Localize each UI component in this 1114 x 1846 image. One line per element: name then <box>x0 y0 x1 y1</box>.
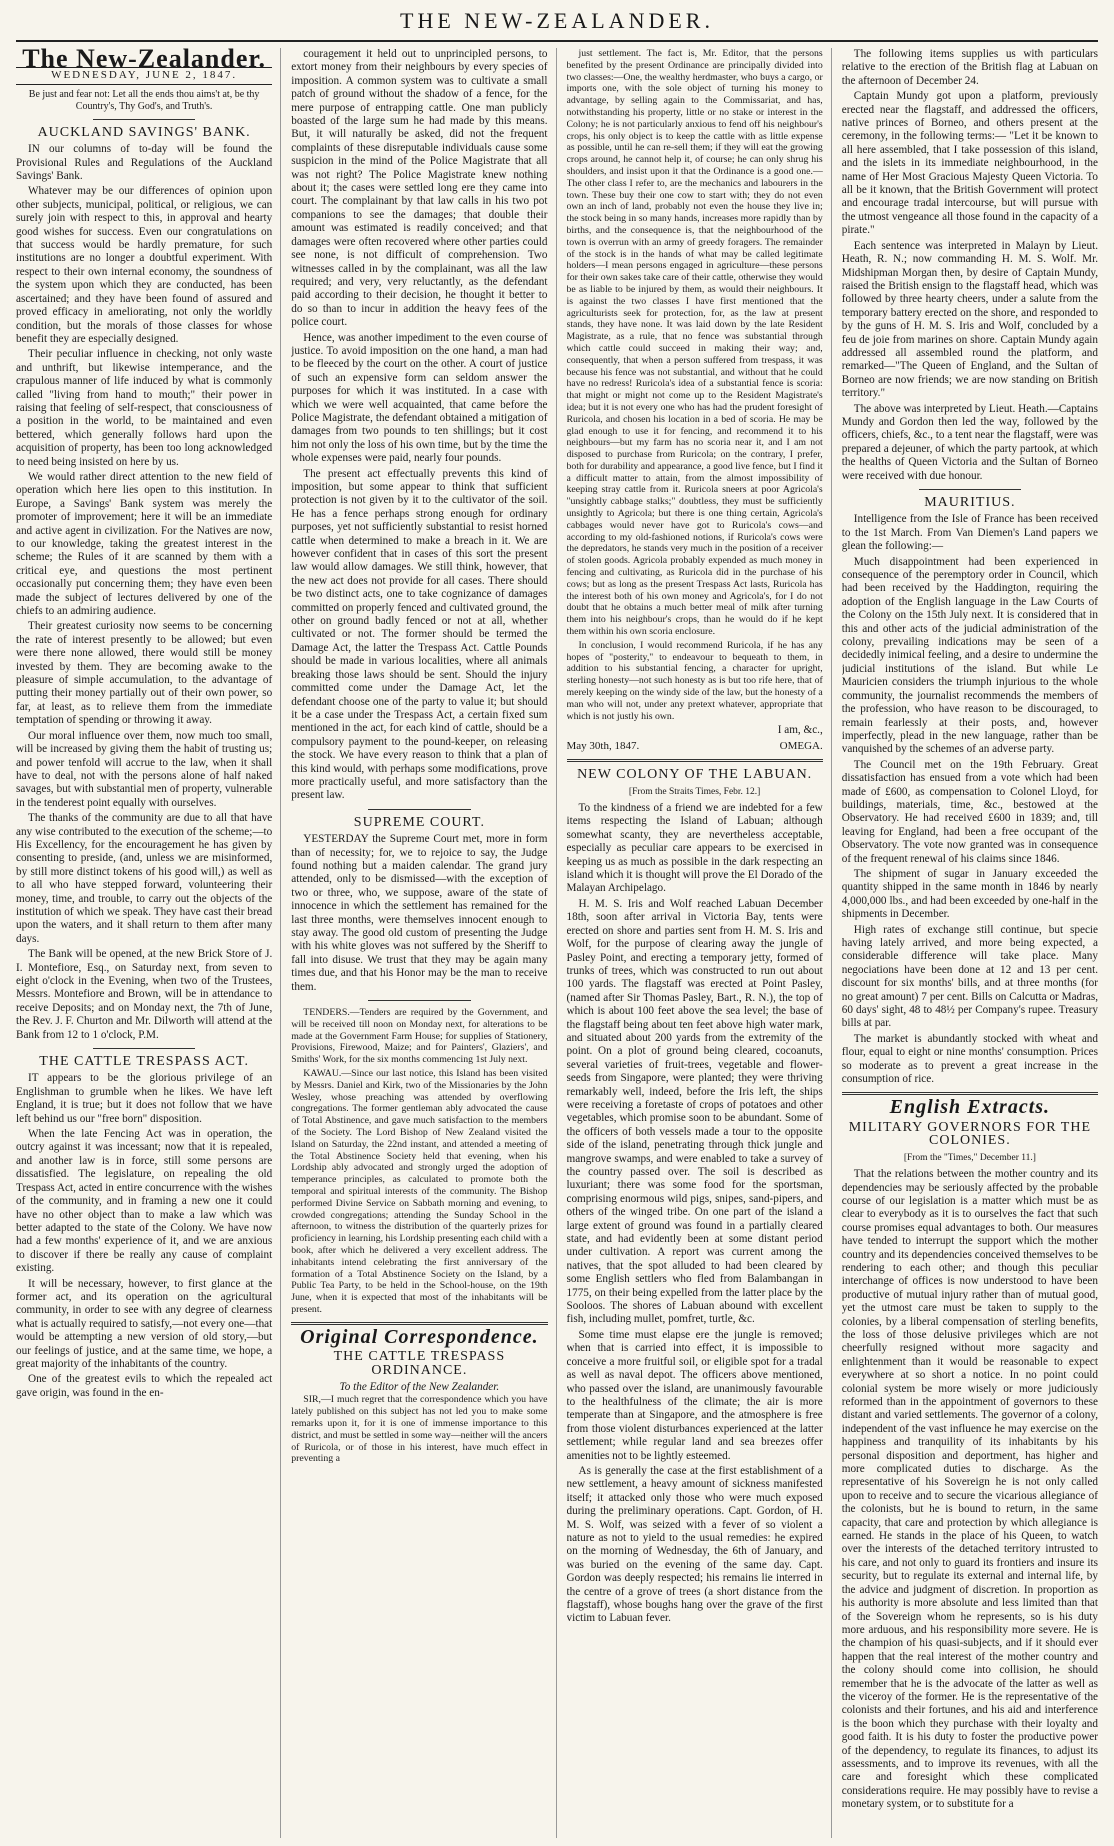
paragraph: One of the greatest evils to which the repealed act gave origin, was found in the en- <box>16 1373 273 1399</box>
paragraph: couragement it held out to unprincipled persons, to extort money from their neighbours by every species of imposition. A common system was to cultivate a small patch of ground without the shadow of a fence, for the mere purpose of entrapping cattle. One man publicly boasted of the large sum he had made by this means. But, it will naturally be asked, did not the frequent complaints of these disreputable individuals cause some suspicion in the mind of the Police Magistrate that all was not right? The Police Magistrate knew nothing about it; the cases were settled long ere they came into court. The complainant by that law calls in his two pot companions to see the damages; that double their amount was estimated is readily conceived; and that damages were often recovered where other parties could see none, is not difficult of comprehension. Two witnesses called in by the complainant, was all the law required; and very, very reluctantly, as the defendant paid according to their decision, he thought it better to do so than to incur in addition the heavy fees of the police court. <box>291 48 548 329</box>
divider <box>368 809 471 810</box>
paragraph: The Bank will be opened, at the new Brick Store of J. I. Montefiore, Esq., on Saturday next, from seven to eight o'clock in the Evening, when two of the Trustees, Messrs. Montefiore and Brown, will be in attendance to receive Deposits; and on Monday next, the 7th of June, the Rev. J. F. Churton and Mr. Dilworth will attend at the Bank from 12 to 1 o'clock, P.M. <box>16 948 273 1041</box>
paragraph: Hence, was another impediment to the even course of justice. To avoid imposition on the one hand, a man had to be fleeced by the court on the other. A court of justice of such an expensive form can seldom answer the purposes for which it was instituted. In a case with which we were well acquainted, that came before the Police Magistrate, the defendant obtained a mitigation of damages from two pounds to ten shillings; but it cost him not only the loss of his own time, but by the time the whole expenses were paid, nearly four pounds. <box>291 331 548 465</box>
paragraph: just settlement. The fact is, Mr. Editor, that the persons benefited by the present Ordinance are principally divided into two classes:—One, the wealthy herdmaster, who buys a cargo, or imports one, with the sole object of turning his money to advantage, by selling again to the Commissariat, and has, notwithstanding his property, little or no stake or interest in the Colony; he is not particularly anxious to fend off his neighbour's crops, his only object is to keep the cattle with as little expense as possible, until he can re-sell them; if they will eat the growing crops around, he cannot help it, of course; he can only shrug his shoulders, and insist upon it that the Ordinance is a good one.—The other class I refer to, are the mechanics and labourers in the town. These buy their one cow to start with; they do not even own an inch of land, probably not even the house they live in; the stock being in so many hands, increases more rapidly than by births, and the consequence is, that the neighbourhood of the town is overrun with an army of greedy foragers. The remainder of the stock is in the hands of what may be called legitimate holders—I mean persons engaged in agriculture—these persons for their own sakes take care of their cattle, otherwise they would be as liable to be injured by them, as would their neighbours. It is against the two classes I have first mentioned that the agriculturists seek for protection, for, as the law at present stands, they have none. It was laid down by the late Resident Magistrate, as a rule, that no fence was substantial through which cattle could succeed in making their way; and, consequently, that when a person suffered from trespass, it was because his fence was not substantial, and without that he could have no redress! Ruricola's idea of a substantial fence is scoria: that might or might not come up to the Resident Magistrate's idea; but it is not every one who has had the prudent foresight of Ruricola, and chosen his location in a bed of scoria. He may be glad enough to use it for fencing, and recommend it to his neighbours—but my farm has no scoria near it, and I am not disposed to purchase from Ruricola; on the contrary, I prefer, both for durability and appearance, a good live fence, but I find it a difficult matter to attain, from the almost impossibility of keeping stray cattle from it. Ruricola sneers at poor Agricola's "unsightly cabbage stalks;" doubtless, they must be sufficiently unsightly to Agricola; but there is one thing certain, Agricola's cabbages would never have got to Ruricola's cows—and according to my old-fashioned notions, if Ruricola's cows were the depredators, he stands very much in the position of a receiver of stolen goods. Agricola probably expended as much money in fencing and cultivating, as Ruricola did in the purchase of his cows; but as long as the present Trespass Act lasts, Ruricola has the interest both of his own money and Agricola's, for I do not doubt that he obtains a much better meal of milk after turning them into his neighbour's crops, than he would do if he kept them within his own scoria enclosure. <box>566 48 823 638</box>
paragraph: SIR,—I much regret that the correspondence which you have lately published on this subject has not led you to make some remarks upon it, for it is one of immense importance to this district, and must be settled in some way—neither will the ancers of Ruricola, or of those in his interest, have much effect in preventing a <box>291 1394 548 1465</box>
paragraph: High rates of exchange still continue, but specie having lately arrived, and more being expected, a considerable difference will take place. Many negociations have been done at 12 and 13 per cent. discount for six months' bills, and at three months (for no great amount) 7 per cent. Bills on Calcutta or Madras, 60 days' sight, 48 to 48½ per Company's rupee. Treasury bills at par. <box>841 923 1098 1030</box>
column-2 <box>291 48 556 1838</box>
divider <box>291 1322 547 1325</box>
paragraph: Much disappointment had been experienced in consequence of the peremptory order in Council, which had been received by the Haddington, requiring the adoption of the English language in the Law Courts of the Colony on the 15th July next. It is considered that in this and other acts of the judicial administration of the colony, prevailing indications may be seen of a decidedly inimical feeling, and a desire to undermine the judicial institutions of the island. But while Le Mauricien considers the triumph injurious to the whole community, the journalist recommends the members of the profession, who have reason to be discouraged, to remain fearlessly at their posts, and, however imperfectly, plead in the new language, rather than be vanquished by the schemes of an adverse party. <box>841 555 1098 756</box>
signature-name: OMEGA. <box>779 739 823 752</box>
divider <box>567 759 823 762</box>
paragraph: The following items supplies us with particulars relative to the erection of the British flag at Labuan on the afternoon of December 24. <box>841 48 1098 87</box>
divider <box>93 119 196 120</box>
paragraph: It will be necessary, however, to first glance at the former act, and its operation on the agricultural community, in order to see with any degree of clearness what is actually required to satisfy,—not every one—that would be attempting a new version of old story,—but our feelings of justice, and at the same time, we hope, a great majority of the inhabitants of the country. <box>16 1277 273 1370</box>
paragraph: H. M. S. Iris and Wolf reached Labuan December 18th, soon after arrival in Victoria Bay, tents were erected on shore and parties sent from H. M. S. Iris and Wolf, for the purpose of clearing away the jungle of Pasley Point, and erecting a temporary jetty, formed of trunks of trees, which was constructed to run out about 100 yards. The flagstaff was erected at Point Pasley, (named after Sir Thomas Pasley, Bart., R. N.), the top of which is about 100 feet above the sea level; the base of the flagstaff being about ten feet above high water mark, and situated about 200 yards from the extremity of the point. On a plot of ground being cleared, cocoanuts, several varieties of fruit-trees, vegetable and flower-seeds from Singapore, were planted; they were thriving remarkably well, indeed, before the Iris left, the ships were receiving a foretaste of crops of potatoes and other vegetables, which promise soon to be abundant. Some of the officers of both vessels made a tour to the opposite side of the island, penetrating through thick jungle and mangrove swamps, and were enabled to take a survey of the country passed over. The soil is described as luxuriant; there was some food for the sportsman, comprising enormous wild pigs, snipes, sand-pipers, and others of the winged tribe. On one part of the island a large extent of ground was found in a partially cleared state, and had evidently been at some distant period under cultivation. A report was current among the natives, that the spot alluded to had been cleared by some English settlers who fled from Balambangan in 1775, on their being expelled from the latter place by the Sooloos. The shores of Labuan abound with excellent fish, including mullet, pomfret, turtle, &c. <box>566 897 823 1326</box>
paragraph: That the relations between the mother country and its dependencies may be seriously affected by the probable course of our legislation is a matter which must be as clear to everybody as it is to ourselves the fact that such course promises equal advantages to both. Our measures have tended to interrupt the support which the mother country and its dependencies conceived themselves to be rendering to each other; and though this peculiar interchange of offices is now understood to have been productive of mutual injury rather than of mutual good, yet the utmost care must be taken to supply to the colonies, by a liberal compensation of sterling benefits, the loss of those delusive privileges which are not cheerfully resigned without more sagacity and enlightenment than it would be reasonable to expect everywhere at so short a notice. In no point could colonial system be more wisely or more judiciously reformed than in the appointment of governors to these distant and varied settlements. The governor of a colony, independent of the vast influence he may exercise on the happiness and tranquility of its inhabitants by his personal disposition and deportment, has higher and more complicated duties to discharge. As the representative of his Sovereign he is not only called upon to receive and to secure the vicarious allegiance of the colonists, but he is bound to return, in the same capacity, that care and protection by which allegiance is earned. He stands in the place of his Queen, to watch over the interests of the detached territory intrusted to his care, and not only to guard its frontiers and insure its security, but to regulate its external and internal life, by the advice and judgment of discretion. In proportion as his authority is more absolute and less limited than that of the Sovereign whom he represents, so is his duty more arduous, and his responsibility more severe. He is the champion of his quasi-subjects, and if it should ever happen that the real interest of the mother country and the colony should come into collision, he should remember that he is the advocate of the latter as well as the viceroy of the former. He is the representative of the colonists and their fortunes, and his aid and interference is the boon which they purchase with their loyalty and good faith. It is his duty to foster the productive power of the dependency, to regulate its finances, to adjust its assessments, and to improve its revenues, with all the care and foresight which these complicated considerations require. He may possibly have to revise a monetary system, or to substitute for a <box>841 1168 1098 1811</box>
english-extracts-heading: English Extracts. <box>889 1096 1051 1119</box>
paragraph: YESTERDAY the Supreme Court met, more in form than of necessity; for, we to rejoice to say, the Judge found nothing but a maiden calendar. The grand jury attended, only to be dismissed—with the exception of two or three, who, we suppose, aware of the state of innocence in which the settlement has remained for the last three months, were themselves innocent enough to stay away. The good old custom of presenting the Judge with his white gloves was not suffered by the Sheriff to fall into disuse. We trust that they may be again many times due, and that his Honor may be the man to receive them. <box>291 833 548 993</box>
military-governors-heading: MILITARY GOVERNORS FOR THE COLONIES. <box>848 1119 1092 1149</box>
signature-line <box>567 740 823 753</box>
columns <box>16 48 1098 1838</box>
labuan-heading: NEW COLONY OF THE LABUAN. <box>577 767 813 783</box>
paragraph: As is generally the case at the first establishment of a new settlement, a heavy amount of sickness manifested itself; it attacked only those who were much exposed during the preliminary operations. Capt. Gordon, of H. M. S. Wolf, was seized with a fever of so violent a nature as not to yield to the usual remedies: he expired on the morning of Wednesday, the 6th of January, and was buried on the evening of the same day. Capt. Gordon was deeply respected; his remains lie interred in the centre of a grove of trees (a short distance from the flagstaff), whose boughs hang over the grave of the first victim to Labuan fever. <box>566 1464 823 1625</box>
paragraph: IN our columns of to-day will be found the Provisional Rules and Regulations of the Auckland Savings' Bank. <box>16 143 273 183</box>
paragraph: Whatever may be our differences of opinion upon other subjects, municipal, political, or religious, we can surely join with respect to this, in approval and hearty good wishes for success. Even our congratulations on that success would be hardly premature, for such institutions are no longer a doubtful experiment. With respect to their own internal economy, the soundness of the system upon which they are conducted, has been ascertained; and they have been found of assured and proved efficacy in ameliorating, not only the worldly condition, but the morals of those classes for whose benefit they are especially designed. <box>16 185 273 345</box>
column-3 <box>567 48 832 1838</box>
masthead: The New-Zealander. <box>22 48 267 73</box>
tenders-notice: TENDERS.—Tenders are required by the Government, and will be received till noon on Monday next, for alterations to be made at the Government Farm House; for supplies of Stationery, Provisions, Firewood, Maize; and for Painters', Glaziers', and Smiths' Work, for the six months commencing 1st July next. <box>291 1007 548 1066</box>
paragraph: IT appears to be the glorious privilege of an Englishman to grumble when he likes. We have left England, it is true; but it does not follow that we have left behind us our "free born" disposition. <box>16 1072 273 1125</box>
correspondence-heading: Original Correspondence. <box>300 1325 539 1348</box>
labuan-source: [From the Straits Times, Febr. 12.] <box>628 786 761 797</box>
paragraph: The above was interpreted by Lieut. Heath.—Captains Mundy and Gordon then led the way, followed by the officers, chiefs, &c., to a tent near the flagstaff, were was prepared a dejeuner, of which the party partook, at which the healths of Queen Victoria and the Sultan of Borneo were received with due honour. <box>841 402 1098 482</box>
editor-address: To the Editor of the New Zealander. <box>339 1380 500 1393</box>
paragraph: Their peculiar influence in checking, not only waste and unthrift, but likewise intemperance, and the crapulous manner of life induced by what is commonly called "living from hand to mouth;" their power in raising that feeling of self-respect, that consciousness of a position in the world, to be maintained and even bettered, which generally follows hard upon the acquisition of property, has been too long acknowledged to need being insisted on here by us. <box>16 348 273 468</box>
paragraph: Some time must elapse ere the jungle is removed; when that is carried into effect, it is impossible to conceive a more fruitful soil, or eligible spot for a tradal as well as naval depot. The officers above mentioned, who passed over the island, are unanimously favourable to the healthfulness of the climate; the air is more temperate than at Singapore, and the atmosphere is free from those violent disturbances experienced at the latter settlement; while regular land and sea breezes offer amenities not to be lightly esteemed. <box>566 1328 823 1462</box>
divider <box>93 1048 196 1049</box>
motto: Be just and fear not: Let all the ends thou aims't at, be thy Country's, Thy God's, and Truth's. <box>28 88 260 112</box>
kawau-notice: KAWAU.—Since our last notice, this Island has been visited by Messrs. Daniel and Kirk, two of the Missionaries by the John Wesley, whose preaching was attended by overflowing congregations. The former gentleman ably advocated the cause of Total Abstinence, and gave much satisfaction to the members of the Society. The Lord Bishop of New Zealand visited the Island on Saturday, the 22nd instant, and attended a meeting of the Total Abstinence Society held that evening, when his Lordship ably advocated and strongly urged the adoption of temperance principles, as calculated to promote both the temporal and spiritual interests of the community. The Bishop performed Divine Service on Sabbath morning and evening, to crowded congregations; attending the Sunday School in the afternoon, to witness the distribution of the quarterly prizes for proficiency in learning, his Lordship presenting each child with a book, after which he delivered a very excellent address. The inhabitants intend celebrating the first anniversary of the formation of a Total Abstinence Society on the Island, by a Public Tea Party, to be held in the School-house, on the 19th June, when it is expected that most of the inhabitants will be present. <box>291 1068 548 1315</box>
paragraph: The present act effectually prevents this kind of imposition, but some appear to think that sufficient protection is not given by it to the cultivator of the soil. He has a fence perhaps strong enough for ordinary purposes, yet not sufficiently substantial to resist horned cattle when determined to make a breach in it. We are however confident that in cases of this sort the present law would allow damages. We still think, however, that the new act does not provide for all cases. There should be two distinct acts, one to take cognizance of damages committed on properly fenced and cultivated ground, the other on ground badly fenced or not at all, whether cultivated or not. The former should be termed the Damage Act, the latter the Trespass Act. Cattle Pounds should be made in various localities, where all animals breaking those laws should be sent. Should the injury committed come under the Damage Act, let the defendant choose one of the party to value it; but should it be a case under the Trespass Act, a certain fixed sum mentioned in the act, for each kind of cattle, should be a compulsory payment to the pound-keeper, on releasing the stock. We have every reason to think that a plan of this kind would, with perhaps some modifications, prove more practically useful, and more satisfactory than the present law. <box>291 467 548 802</box>
signoff-close: I am, &c., <box>777 724 823 737</box>
paragraph: In conclusion, I would recommend Ruricola, if he has any hopes of "posterity," to endeavour to bequeath to them, in addition to his substantial fencing, a character for upright, sterling honesty—not such honesty as is but too rife here, that of merely keeping on the windy side of the law, but the honesty of a man who will not, under any pretext whatever, appropriate that which is not justly his own. <box>566 639 823 722</box>
paragraph: Captain Mundy got upon a platform, previously erected near the flagstaff, and addressed the officers, native princes of Borneo, and others present at the ceremony, in the following terms:— "Let it be known to all here assembled, that I take possession of this island, and the islets in its immediate neighbourhood, in the name of Her Most Gracious Majesty Queen Victoria. To all be it known, that the British Government will protect and encourage tradal intercourse, but will pursue with the utmost vengeance all those found in the capacity of a pirate." <box>841 90 1098 237</box>
running-head: THE NEW-ZEALANDER. <box>400 8 714 33</box>
paragraph: To the kindness of a friend we are indebted for a few items respecting the Island of Labuan; although somewhat scanty, they are nevertheless acceptable, especially as peculiar care appears to be exercised in keeping us as much as possible in the dark respecting an island which it is thought will prove the El Dorado of the Malayan Archipelago. <box>566 802 823 895</box>
paragraph: The market is abundantly stocked with wheat and flour, equal to eight or nine months' consumption. Prices so moderate as to prevent a great increase in the consumption of rice. <box>841 1032 1098 1086</box>
divider <box>368 1000 471 1001</box>
paragraph: The shipment of sugar in January exceeded the quantity shipped in the same month in 1846 by nearly 4,000,000 lbs., and had been exceeded by one-half in the shipments in December. <box>841 867 1098 921</box>
dateline: WEDNESDAY, JUNE 2, 1847. <box>16 67 272 84</box>
paragraph: The thanks of the community are due to all that have any wise contributed to the execution of the scheme;—to His Excellency, for the encouragement he has given by consenting to preside, (and, unless we are misinformed, by still more distinct tokens of his good will,) as well as to all who have stepped forward, volunteering their money, time, and trouble, to carry out the objects of the institution of which we speak. They have cast their bread upon the waters, and it shall return to them after many days. <box>16 812 273 945</box>
paragraph: We would rather direct attention to the new field of operation which here lies open to this institution. In Europe, a Savings' Bank system was merely the promoter of improvement; here it will be an immediate and active agent in civilization. For the Natives are now, to our knowledge, taking the greatest interest in the scheme; the Rules of it are scanned by them with a critical eye, and questions the most pertinent occasionally put concerning them; they have even been made the subject of lectures delivered by one of the chiefs to an admiring audience. <box>16 470 273 618</box>
paragraph: Their greatest curiosity now seems to be concerning the rate of interest presently to be allowed; but even were there none allowed, there would still be money invested by them. They are becoming awake to the pleasure of simple accumulation, to the advantage of putting their money partially out of their own power, so far, at least, as to relieve them from the immediate temptation of spending or throwing it away. <box>16 620 273 727</box>
military-source: [From the "Times," December 11.] <box>903 1152 1036 1163</box>
paragraph: Intelligence from the Isle of France has been received to the 1st March. From Van Diemen's Land papers we glean the following:— <box>841 513 1098 553</box>
divider <box>842 1092 1098 1095</box>
divider <box>919 489 1022 490</box>
cattle-trespass-heading: THE CATTLE TRESPASS ACT. <box>39 1054 249 1070</box>
column-1 <box>16 48 281 1838</box>
column-4 <box>842 48 1098 1838</box>
header-rule <box>16 40 1098 42</box>
paragraph: Each sentence was interpreted in Malayn by Lieut. Heath, R. N.; now commanding H. M. S. Wolf. Mr. Midshipman Morgan then, by desire of Captain Mundy, raised the British ensign to the flagstaff head, which was followed by three hearty cheers, under a salute from the temporary battery erected on the shore, and responded to by the guns of H. M. S. Iris and Wolf, concluded by a feu de joie from marines on shore. Captain Mundy again addressed all assembled round the platform, and remarked—"The Queen of England, and the Sultan of Borneo are now friends; we are now standing on British territory." <box>841 239 1098 400</box>
signature-date: May 30th, 1847. <box>566 739 640 752</box>
paragraph: When the late Fencing Act was in operation, the outcry against it was incessant; now that it is repealed, and another law is in force, still some persons are dissatisfied. The legislature, on repealing the old Trespass Act, acted in entire concurrence with the wishes of the community, and in framing a new one it could have no other object than to make a law which was better adapted to the state of the Colony. We have now had a few months' experience of it, and we are anxious to discover if there be really any cause of complaint existing. <box>16 1128 273 1275</box>
paragraph: The Council met on the 19th February. Great dissatisfaction has ensued from a vote which had been made of £600, as compensation to Colonel Lloyd, for buildings, materials, time, &c., bestowed at the Observatory. He had received £600 in 1839; and, till leaving for England, had been a free occupant of the Observatory. The vote now granted was in consequence of the frequent renewal of his claims since 1846. <box>841 758 1098 865</box>
correspondence-subheading: THE CATTLE TRESPASS ORDINANCE. <box>333 1349 506 1378</box>
supreme-court-heading: SUPREME COURT. <box>353 814 485 830</box>
mauritius-heading: MAURITIUS. <box>924 495 1016 510</box>
paragraph: Our moral influence over them, now much too small, will be increased by giving them the habit of trusting us; and power tenfold will accrue to the law, when it shall have to deal, not with the persons alone of half naked savages, but with substantial men of property, vulnerable in the tenderest point equally with ourselves. <box>16 729 273 809</box>
savings-bank-heading: AUCKLAND SAVINGS' BANK. <box>37 124 251 140</box>
